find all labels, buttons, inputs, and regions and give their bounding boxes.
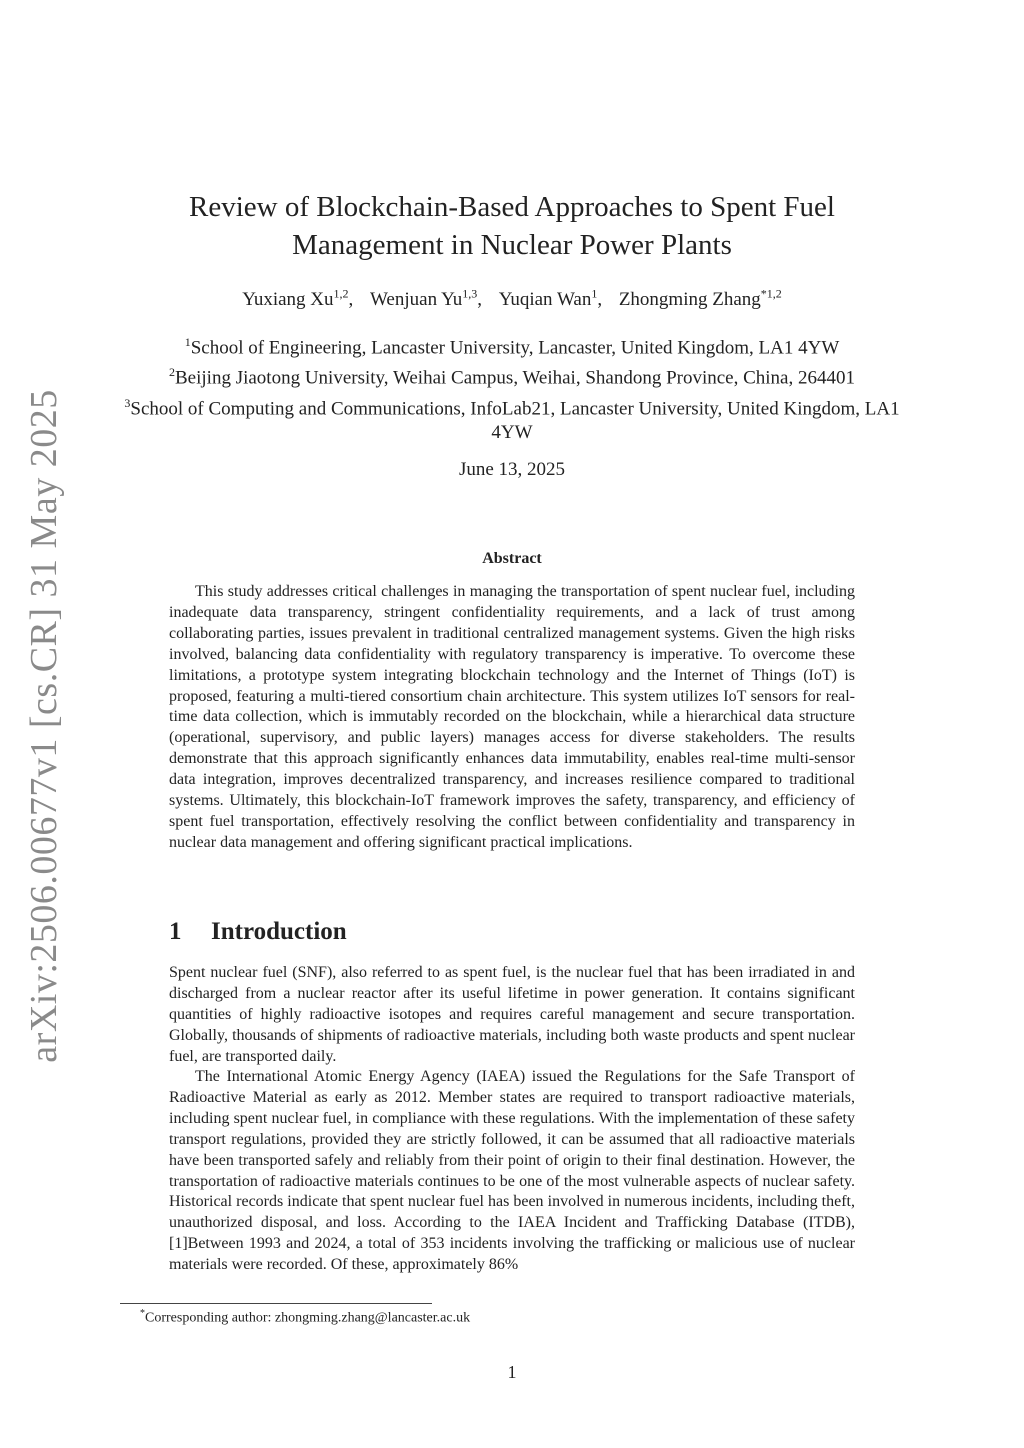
author: Yuxiang Xu$^{1,2}$,	[242, 287, 354, 311]
affiliation: $^3$School of Computing and Communications, InfoLab21, Lancaster University, United Kingdom, LA1 4YW	[124, 395, 900, 443]
abstract-heading: Abstract	[482, 550, 542, 567]
affiliation: $^1$School of Engineering, Lancaster University, Lancaster, United Kingdom, LA1 4YW	[184, 335, 840, 359]
affiliation: $^2$Beijing Jiaotong University, Weihai Campus, Weihai, Shandong Province, China, 264401	[169, 365, 855, 389]
author: Zhongming Zhang$^{*1,2}$	[618, 287, 782, 311]
footnote-text: Corresponding author: zhongming.zhang@lancaster.ac.uk	[145, 1310, 471, 1326]
section-heading	[169, 918, 855, 946]
page-number: 1	[507, 1362, 517, 1382]
paper-title	[160, 188, 864, 264]
publication-date: June 13, 2025	[458, 459, 566, 480]
section-title: Introduction	[211, 918, 347, 945]
title-line-2: Management in Nuclear Power Plants	[292, 229, 732, 261]
affiliation-list	[120, 330, 904, 445]
abstract-text: This study addresses critical challenges in managing the transportation of spent nuclear fuel, including inadequate data transparency, stringent confidentiality requirements, and a lack of trust among collaborating parties, issues prevalent in traditional centralized management systems. Given the high risks involved, balancing data confidentiality with regulatory transparency is imperative. To overcome these limitations, a prototype system integrating blockchain technology and the Internet of Things (IoT) is proposed, featuring a multi-tiered consortium chain architecture. This system utilizes IoT sensors for real-time data collection, which is immutably recorded on the blockchain, while a hierarchical data structure (operational, supervisory, and public layers) manages access for diverse stakeholders. The results demonstrate that this approach significantly enhances data immutability, enables real-time multi-sensor data integration, improves decentralized transparency, and increases resilience compared to traditional systems. Ultimately, this blockchain-IoT framework improves the safety, transparency, and efficiency of spent fuel transportation, effectively resolving the conflict between confidentiality and transparency in nuclear data management and offering significant practical implications.	[169, 583, 855, 851]
footnote-marker: *	[140, 1308, 145, 1319]
arxiv-id-text: arXiv:2506.00677v1 [cs.CR] 31 May 2025	[23, 389, 65, 1063]
author: Wenjuan Yu$^{1,3}$,	[370, 287, 482, 311]
author-list	[120, 287, 904, 311]
footnote	[140, 1308, 840, 1327]
body-paragraph: The International Atomic Energy Agency (IAEA) issued the Regulations for the Safe Transport of Radioactive Material as early as 2012. Member states are required to transport radioactive materials, including spent nuclear fuel, in compliance with these regulations. With the implementation of these safety transport regulations, provided they are strictly followed, it can be assumed that all radioactive materials have been transported safely and reliably from their point of origin to their final destination. However, the transportation of radioactive materials continues to be one of the most vulnerable aspects of nuclear safety. Historical records indicate that spent nuclear fuel has been involved in numerous incidents, including theft, unauthorized disposal, and loss. According to the IAEA Incident and Trafficking Database (ITDB),[1]Between 1993 and 2024, a total of 353 incidents involving the trafficking or malicious use of nuclear materials were recorded. Of these, approximately 86%	[169, 1068, 855, 1274]
footnote-divider	[120, 1303, 432, 1304]
body-paragraph: Spent nuclear fuel (SNF), also referred to as spent fuel, is the nuclear fuel that has been irradiated in and discharged from a nuclear reactor after its useful lifetime in power generation. It contains significant quantities of highly radioactive isotopes and requires careful management and secure transportation. Globally, thousands of shipments of radioactive materials, including both waste products and spent nuclear fuel, are transported daily.	[169, 964, 855, 1065]
section-number: 1	[169, 918, 182, 945]
author: Yuqian Wan$^1$,	[498, 287, 603, 311]
title-line-1: Review of Blockchain-Based Approaches to Spent Fuel	[189, 191, 835, 223]
